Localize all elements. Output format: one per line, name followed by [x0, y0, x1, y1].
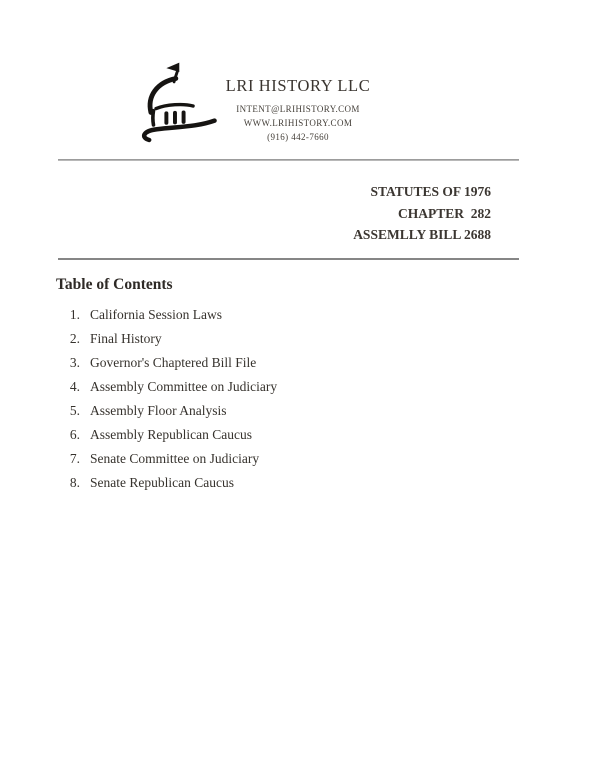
toc-list — [0, 303, 500, 495]
company-name: LRI HISTORY LLC — [225, 76, 371, 95]
toc-item-number: 8. — [69, 475, 80, 490]
toc-item-number: 1. — [69, 307, 80, 322]
toc-item-number: 7. — [69, 451, 80, 466]
toc-item-label: Assembly Floor Analysis — [90, 403, 227, 418]
toc-item — [0, 351, 500, 375]
top-divider-rule — [58, 159, 519, 161]
toc-item-label: Assembly Republican Caucus — [90, 427, 252, 442]
statutes-year-line: STATUTES OF 1976 — [370, 184, 491, 199]
letterhead — [213, 76, 383, 144]
toc-item — [0, 303, 500, 327]
toc-item-label: California Session Laws — [90, 307, 222, 322]
capitol-dome-sketch-icon — [138, 60, 224, 146]
letterhead-website: WWW.LRIHISTORY.COM — [243, 118, 353, 128]
chapter-line: CHAPTER 282 — [397, 205, 491, 221]
letterhead-email: INTENT@LRIHISTORY.COM — [236, 104, 360, 114]
toc-item — [0, 471, 500, 495]
bottom-divider-rule — [58, 258, 519, 260]
toc-item-number: 6. — [69, 427, 80, 442]
toc-item-label: Governor's Chaptered Bill File — [90, 355, 257, 370]
letterhead-phone: (916) 442-7660 — [267, 132, 329, 142]
toc-item-label: Senate Committee on Judiciary — [90, 451, 260, 466]
toc-item — [0, 447, 500, 471]
toc-item — [0, 399, 500, 423]
toc-item-label: Assembly Committee on Judiciary — [90, 379, 278, 394]
toc-item-label: Final History — [90, 331, 162, 346]
capitol-dome-logo — [138, 60, 224, 146]
toc-item-number: 4. — [69, 379, 80, 394]
toc-item — [0, 327, 500, 351]
toc-item-number: 3. — [69, 355, 80, 370]
toc-item-number: 5. — [69, 403, 80, 418]
toc-item-label: Senate Republican Caucus — [90, 475, 234, 490]
toc-item — [0, 375, 500, 399]
toc-item-number: 2. — [69, 331, 80, 346]
toc-item — [0, 423, 500, 447]
toc-heading: Table of Contents — [56, 276, 173, 293]
assembly-bill-line: ASSEMLLY BILL 2688 — [353, 227, 491, 242]
statute-reference-block — [353, 181, 491, 246]
